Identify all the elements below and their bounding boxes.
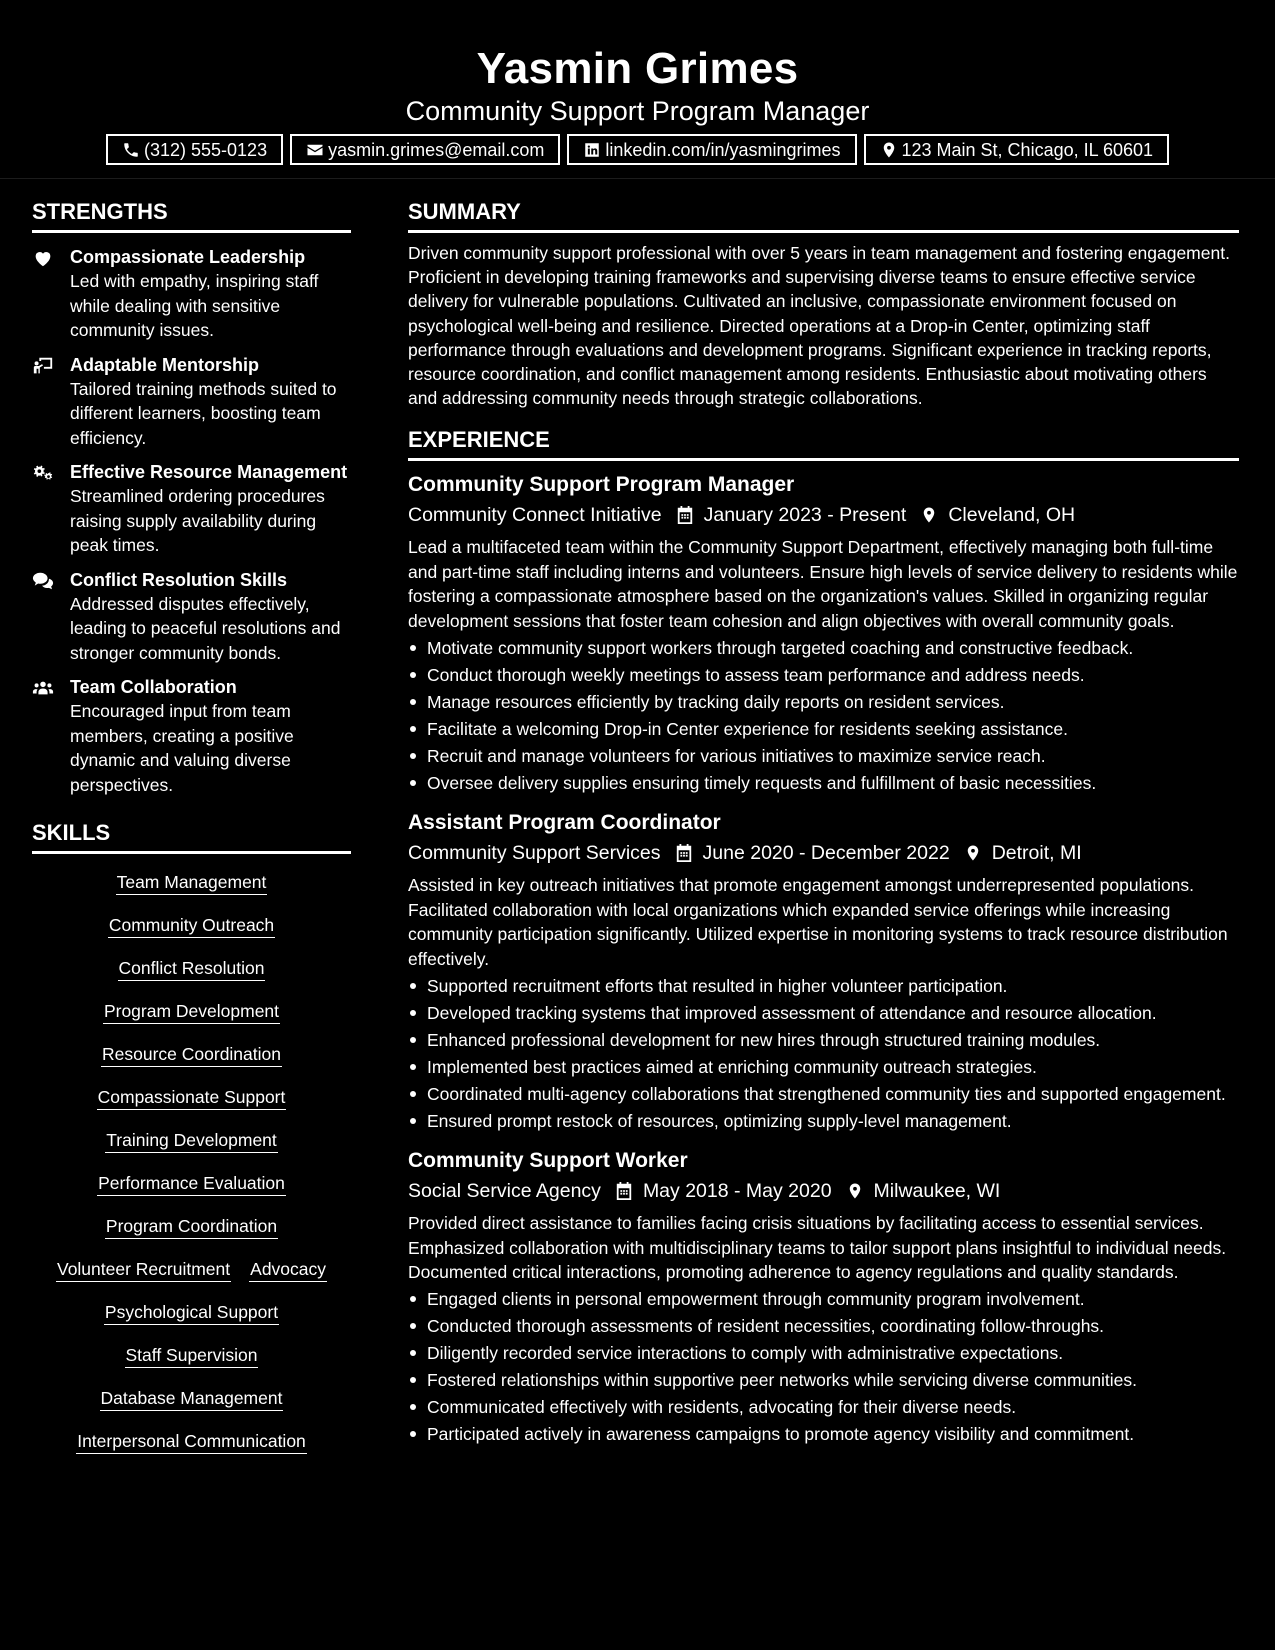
strength-description: Encouraged input from team members, creating a positive dynamic and valuing diverse perspectives.	[70, 701, 294, 795]
skill-tag: Performance Evaluation	[97, 1171, 286, 1196]
job-bullet: Ensured prompt restock of resources, optimizing supply-level management.	[408, 1109, 1239, 1134]
strength-item	[32, 568, 351, 666]
calendar-icon	[675, 843, 693, 863]
strength-title: Conflict Resolution Skills	[70, 569, 288, 590]
skill-tag: Training Development	[105, 1128, 278, 1153]
linkedin-icon	[583, 141, 601, 159]
users-icon	[32, 677, 54, 699]
job-dates: January 2023 - Present	[703, 504, 907, 527]
skill-tag: Staff Supervision	[125, 1343, 259, 1368]
map-marker-icon	[880, 141, 898, 159]
job-bullet: Enhanced professional development for new hires through structured training modules.	[408, 1028, 1239, 1053]
map-marker-icon	[846, 1181, 864, 1201]
summary-heading: SUMMARY	[408, 198, 1239, 233]
candidate-title: Community Support Program Manager	[405, 96, 870, 126]
skill-tag: Database Management	[100, 1386, 284, 1411]
skill-tag: Conflict Resolution	[118, 956, 266, 981]
job-meta	[408, 501, 1239, 529]
contact-email[interactable]	[290, 134, 560, 165]
job-description: Lead a multifaceted team within the Community Support Department, effectively managing both full-time and part-time staff including interns and volunteers. Ensure high levels of service delivery to residents while fostering a compassionate atmosphere based on the organization's values. Skilled in organizing regular development sessions that foster team cohesion and align objectives with overall community goals.	[408, 537, 1238, 631]
skill-tag: Program Coordination	[105, 1214, 278, 1239]
job-description: Assisted in key outreach initiatives that promote engagement amongst underrepresented populations. Facilitated collaboration with local organizations which expanded service offerings while increasing community participation significantly. Utilized expertise in monitoring systems to track resource distribution effectively.	[408, 875, 1228, 969]
skill-tag: Team Management	[116, 870, 268, 895]
job-bullet: Communicated effectively with residents, advocating for their diverse needs.	[408, 1395, 1239, 1420]
job-bullet: Diligently recorded service interactions to comply with administrative expectations.	[408, 1341, 1239, 1366]
contact-phone-text: (312) 555-0123	[143, 139, 268, 160]
job-bullet: Developed tracking systems that improved assessment of attendance and resource allocation.	[408, 1001, 1239, 1026]
skill-tag: Resource Coordination	[101, 1042, 282, 1067]
job-description: Provided direct assistance to families facing crisis situations by facilitating access to essential services. Emphasized collaboration with multidisciplinary teams to tailor support plans insightful to individual needs. Documented critical interactions, promoting adherence to agency regulations and quality standards.	[408, 1213, 1227, 1283]
skills-heading: SKILLS	[32, 819, 351, 854]
job-location: Detroit, MI	[991, 842, 1082, 865]
skill-tag: Interpersonal Communication	[76, 1429, 307, 1454]
contact-linkedin-text: linkedin.com/in/yasmingrimes	[605, 139, 841, 160]
job-bullet: Recruit and manage volunteers for various initiatives to maximize service reach.	[408, 744, 1239, 769]
strength-title: Effective Resource Management	[70, 462, 348, 482]
gears-icon	[32, 462, 54, 484]
skill-tag: Advocacy	[249, 1257, 327, 1282]
job-bullets	[408, 974, 1239, 1134]
job-bullet: Engaged clients in personal empowerment through community program involvement.	[408, 1287, 1239, 1312]
heart-icon	[32, 247, 54, 269]
job-entry	[408, 809, 1239, 1133]
job-dates: May 2018 - May 2020	[642, 1180, 832, 1203]
job-company: Community Connect Initiative	[408, 504, 662, 527]
job-company: Community Support Services	[408, 842, 661, 865]
skill-tag: Volunteer Recruitment	[56, 1257, 231, 1282]
strength-title: Adaptable Mentorship	[70, 354, 260, 375]
map-marker-icon	[920, 505, 938, 525]
job-bullet: Facilitate a welcoming Drop-in Center experience for residents seeking assistance.	[408, 717, 1239, 742]
job-entry	[408, 471, 1239, 795]
skill-tag: Compassionate Support	[97, 1085, 287, 1110]
job-bullet: Supported recruitment efforts that resulted in higher volunteer participation.	[408, 974, 1239, 999]
strengths-heading: STRENGTHS	[32, 198, 351, 233]
job-bullets	[408, 1287, 1239, 1447]
phone-icon	[122, 141, 140, 159]
job-company: Social Service Agency	[408, 1180, 601, 1203]
skill-tag: Psychological Support	[104, 1300, 279, 1325]
job-bullet: Manage resources efficiently by tracking daily reports on resident services.	[408, 690, 1239, 715]
job-bullet: Conduct thorough weekly meetings to assess team performance and address needs.	[408, 663, 1239, 688]
contact-phone[interactable]	[106, 134, 283, 165]
left-column	[32, 198, 351, 1454]
strength-description: Addressed disputes effectively, leading to peaceful resolutions and stronger community bonds.	[70, 593, 341, 663]
job-bullet: Fostered relationships within supportive peer networks while servicing diverse communities.	[408, 1368, 1239, 1393]
chalkboard-teacher-icon	[32, 355, 54, 377]
contact-linkedin[interactable]	[567, 134, 856, 165]
job-bullet: Participated actively in awareness campaigns to promote agency visibility and commitment.	[408, 1422, 1239, 1447]
strength-item	[32, 353, 351, 451]
map-marker-icon	[964, 843, 982, 863]
job-bullet: Oversee delivery supplies ensuring timely requests and fulfillment of basic necessities.	[408, 771, 1239, 796]
job-meta	[408, 1177, 1239, 1205]
job-bullet: Coordinated multi-agency collaborations that strengthened community ties and supported engagement.	[408, 1082, 1239, 1107]
job-bullet: Motivate community support workers through targeted coaching and constructive feedback.	[408, 636, 1239, 661]
strength-title: Team Collaboration	[70, 677, 237, 697]
job-dates: June 2020 - December 2022	[702, 842, 950, 865]
job-location: Milwaukee, WI	[873, 1180, 1001, 1203]
right-column	[408, 198, 1239, 1447]
job-bullet: Implemented best practices aimed at enriching community outreach strategies.	[408, 1055, 1239, 1080]
job-title: Community Support Program Manager	[408, 473, 795, 497]
summary-text: Driven community support professional with over 5 years in team management and fostering engagement. Proficient in developing training frameworks and supervising diverse teams to ensure effective service delivery for vulnerable populations. Cultivated an inclusive, compassionate environment focused on psychological well-being and resilience. Directed operations at a Drop-in Center, optimizing staff performance through evaluations and development programs. Significant experience in tracking reports, resource coordination, and conflict management among residents. Enthusiastic about motivating others and addressing community needs through strategic collaborations.	[408, 243, 1230, 409]
comments-icon	[32, 570, 54, 592]
candidate-name: Yasmin Grimes	[476, 44, 799, 93]
strength-description: Streamlined ordering procedures raising supply availability during peak times.	[70, 486, 325, 555]
strength-item	[32, 460, 351, 558]
job-title: Assistant Program Coordinator	[408, 811, 721, 835]
experience-heading: EXPERIENCE	[408, 426, 1239, 461]
contact-bar	[0, 134, 1275, 165]
strength-title: Compassionate Leadership	[70, 247, 306, 267]
job-bullets	[408, 636, 1239, 796]
envelope-icon	[306, 141, 324, 159]
strength-description: Led with empathy, inspiring staff while dealing with sensitive community issues.	[70, 271, 319, 340]
calendar-icon	[676, 505, 694, 525]
strength-description: Tailored training methods suited to different learners, boosting team efficiency.	[70, 378, 337, 448]
contact-email-text: yasmin.grimes@email.com	[328, 139, 545, 160]
skill-tag: Community Outreach	[108, 913, 275, 938]
job-meta	[408, 839, 1239, 867]
job-location: Cleveland, OH	[948, 504, 1076, 527]
contact-address[interactable]	[864, 134, 1170, 165]
calendar-icon	[615, 1181, 633, 1201]
job-title: Community Support Worker	[408, 1149, 688, 1173]
skills-list	[32, 866, 351, 1454]
skill-tag: Program Development	[103, 999, 280, 1024]
resume-header	[0, 0, 1275, 179]
job-entry	[408, 1147, 1239, 1447]
strength-item	[32, 245, 351, 343]
strength-item	[32, 675, 351, 797]
job-bullet: Conducted thorough assessments of resident necessities, coordinating follow-throughs.	[408, 1314, 1239, 1339]
contact-address-text: 123 Main St, Chicago, IL 60601	[901, 139, 1153, 160]
